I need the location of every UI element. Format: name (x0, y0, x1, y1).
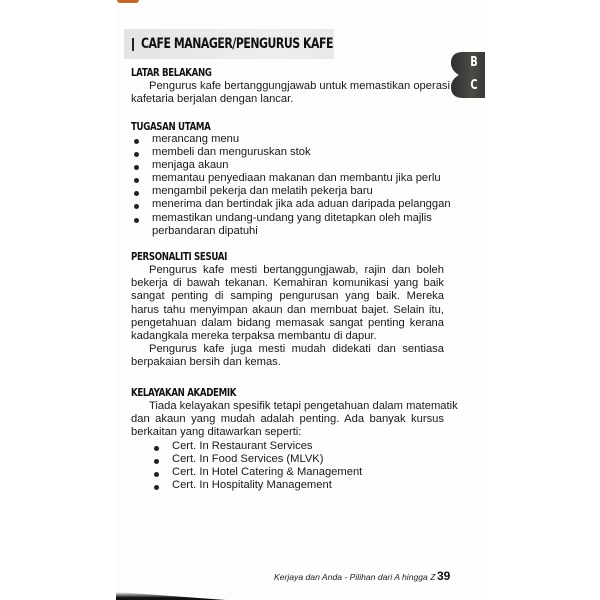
tab-letter-c: C (470, 78, 478, 93)
bullet-icon (134, 178, 139, 183)
text-line: pengetahuan dalam bidang memasak sangat penting kerana (131, 316, 444, 329)
list-item-text: Cert. In Hotel Catering & Management (172, 466, 363, 479)
bullet-icon (134, 191, 139, 196)
list-item-text: merancang menu (152, 133, 240, 145)
heading-personaliti-sesuai: PERSONALITI SESUAI (131, 251, 227, 263)
page-title: CAFE MANAGER/PENGURUS KAFE (141, 36, 333, 52)
tab-letter-b: B (470, 55, 478, 70)
heading-latar-belakang: LATAR BELAKANG (131, 67, 212, 79)
bullet-icon (154, 446, 159, 451)
list-item-text: Cert. In Restaurant Services (172, 440, 313, 452)
heading-tugasan-utama: TUGASAN UTAMA (131, 121, 211, 133)
text-line: dan akaun yang mudah adalah penting. Ada banyak kursus (131, 413, 444, 426)
bullet-icon (154, 485, 159, 490)
text-line: berpakaian bersih dan kemas. (131, 356, 281, 369)
text-line: bekerja di bawah tekanan. Kemahiran komunikasi yang baik (131, 277, 444, 290)
text-line: kadangkala mereka terpaksa membantu di dapur. (131, 330, 377, 343)
title-bar (124, 29, 334, 59)
bullet-icon (134, 204, 139, 209)
index-tab-shape (449, 52, 485, 98)
list-item (153, 453, 362, 466)
bullet-icon (134, 139, 139, 144)
text-line: kafetaria berjalan dengan lancar. (131, 93, 294, 106)
bullet-icon (154, 472, 159, 477)
text-line: Pengurus kafe bertanggungjawab untuk memastikan operasi (149, 80, 451, 92)
paragraph-kelayakan (131, 400, 458, 440)
courses-list (153, 440, 362, 492)
list-item-text: mengambil pekerja dan melatih pekerja baru (152, 185, 373, 198)
list-item (133, 172, 451, 185)
list-item (153, 440, 362, 453)
paragraph-personaliti (131, 264, 444, 370)
list-item (153, 466, 362, 479)
bullet-icon (134, 152, 139, 157)
list-item (153, 479, 362, 492)
text-line: Pengurus kafe juga mesti mudah didekati dan sentiasa (149, 343, 444, 356)
list-item (133, 146, 451, 159)
index-tab (449, 52, 485, 98)
list-item-text: memantau penyediaan makanan dan membantu jika perlu (152, 172, 441, 185)
bullet-icon (154, 459, 159, 464)
list-item (133, 185, 451, 198)
previous-page-edge (117, 0, 139, 3)
list-item (133, 159, 451, 172)
text-line: Pengurus kafe mesti bertanggungjawab, rajin dan boleh (149, 264, 444, 276)
bullet-icon (134, 165, 139, 170)
bullet-icon (134, 218, 139, 223)
list-item-text: menjaga akaun (152, 159, 229, 172)
list-item (133, 198, 451, 211)
footer-book-title: Kerjaya dan Anda - Pilihan dari A hingga Z (274, 572, 436, 582)
list-item-continuation: perbandaran dipatuhi (152, 224, 258, 237)
list-item-text: Cert. In Food Services (MLVK) (172, 453, 324, 466)
list-item-text: menerima dan bertindak jika ada aduan daripada pelanggan (152, 198, 451, 211)
list-item (133, 133, 451, 146)
paragraph-latar-belakang (131, 80, 451, 106)
page-number: 39 (437, 569, 451, 583)
list-item-text: Cert. In Hospitality Management (172, 479, 332, 492)
list-item (133, 212, 451, 238)
list-item-text: membeli dan menguruskan stok (152, 146, 311, 159)
text-line: Tiada kelayakan spesifik tetapi pengetahuan dalam matematik (149, 400, 458, 412)
heading-kelayakan-akademik: KELAYAKAN AKADEMIK (131, 387, 237, 399)
duties-list (133, 133, 451, 238)
text-line: sangat penting di samping pengurusan yang baik. Mereka (131, 290, 444, 303)
text-line: harus tahu menyimpan akaun dan membuat bajet. Selain itu, (131, 303, 444, 316)
text-line: berkaitan yang ditawarkan seperti: (131, 426, 302, 439)
list-item-text: memastikan undang-undang yang ditetapkan oleh majlis (152, 211, 432, 224)
square-bullet-icon (132, 38, 134, 51)
